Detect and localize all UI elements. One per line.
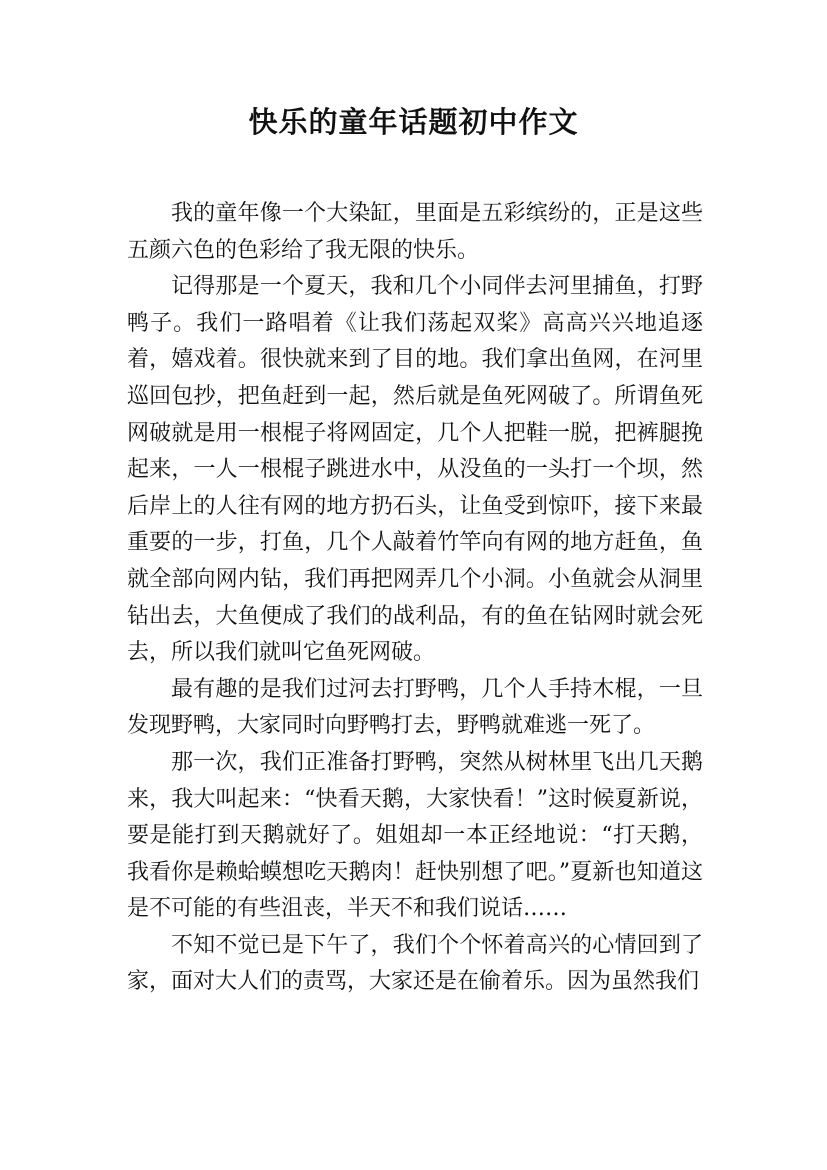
paragraph-wild-duck: 最有趣的是我们过河去打野鸭，几个人手持木棍，一旦发现野鸭，大家同时向野鸭打去，野鸭就难逃一死了。	[127, 676, 703, 739]
paragraph-fishing: 记得那是一个夏天，我和几个小同伴去河里捕鱼，打野鸭子。我们一路唱着《让我们荡起双桨》高高兴兴地追逐着，嬉戏着。很快就来到了目的地。我们拿出鱼网，在河里巡回包抄，把鱼赶到一起，然后就是鱼死网破了。所谓鱼死网破就是用一根棍子将网固定，几个人把鞋一脱，把裤腿挽起来，一人一根棍子跳进水中，从没鱼的一头打一个坝，然后岸上的人往有网的地方扔石头，让鱼受到惊吓，接下来最重要的一步，打鱼，几个人敲着竹竿向有网的地方赶鱼，鱼就全部向网内钻，我们再把网弄几个小洞。小鱼就会从洞里钻出去，大鱼便成了我们的战利品，有的鱼在钻网时就会死去，所以我们就叫它鱼死网破。	[127, 274, 703, 666]
document-title: 快乐的童年话题初中作文	[248, 105, 579, 139]
document-body	[127, 196, 703, 1001]
paragraph-intro: 我的童年像一个大染缸，里面是五彩缤纷的，正是这些五颜六色的色彩给了我无限的快乐。	[127, 201, 703, 263]
paragraph-swans: 那一次，我们正准备打野鸭，突然从树林里飞出几天鹅来，我大叫起来：“快看天鹅，大家快看！”这时候夏新说，要是能打到天鹅就好了。姐姐却一本正经地说：“打天鹅，我看你是赖蛤蟆想吃天鹅肉！赶快别想了吧。”夏新也知道这是不可能的有些沮丧，半天不和我们说话……	[127, 749, 703, 922]
paragraph-return-home: 不知不觉已是下午了，我们个个怀着高兴的心情回到了家，面对大人们的责骂，大家还是在偷着乐。因为虽然我们	[127, 932, 703, 995]
